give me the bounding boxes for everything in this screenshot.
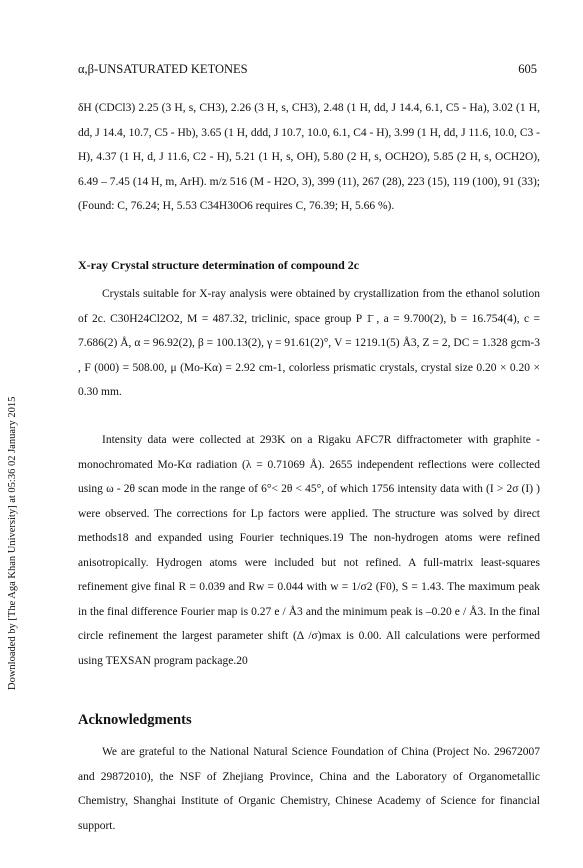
- paragraph-text: Intensity data were collected at 293K on a Rigaku AFC7R diffractometer with graphite - monochromated Mo-Kα radiation (λ = 0.71069 Å). 2655 independent reflections were collected using ω - 2θ scan mode in the range of 6°< 2θ < 45°, of which 1756 intensity data with (I > 2σ (I) ) were observed. The corrections for Lp factors were applied. The structure was solved by direct methods18 and expanded using Fourier techniques.19 The non-hydrogen atoms were refined anisotropically. Hydrogen atoms were included but not refined. A full-matrix least-squares refinement give final R = 0.039 and Rw = 0.044 with w = 1/σ2 (F0), S = 1.43. The maximum peak in the final difference Fourier map is 0.27 e / Å3 and the minimum peak is –0.20 e / Å3. In the final circle refinement the largest parameter shift (Δ /σ)max is 0.00. All calculations were performed using TEXSAN program package.20: [78, 434, 540, 667]
- paragraph-text: We are grateful to the National Natural Science Foundation of China (Project No. 29672007 and 29872010), the NSF of Zhejiang Province, China and the Laboratory of Organometallic Chemistry, Shanghai Institute of Organic Chemistry, Chinese Academy of Science for financial support.: [78, 746, 540, 832]
- download-watermark: [7, 250, 21, 690]
- download-watermark-text: Downloaded by [The Aga Khan University] at 05:36 02 January 2015: [7, 396, 18, 690]
- acknowledgments-paragraph: [78, 740, 540, 838]
- paragraph-text: Crystals suitable for X-ray analysis were obtained by crystallization from the ethanol solution of 2c. C30H24Cl2O2, M = 487.32, triclinic, space group P 1̄ , a = 9.700(2), b = 16.754(4), c = 7.686(2) Å, α = 96.92(2), β = 100.13(2), γ = 91.61(2)°, V = 1219.1(5) Å3, Z = 2, DC = 1.328 gcm-3 , F (000) = 508.00, μ (Mo-Kα) = 2.92 cm-1, colorless prismatic crystals, crystal size 0.20 × 0.20 × 0.30 mm.: [78, 288, 540, 398]
- running-title: α,β-UNSATURATED KETONES: [78, 62, 248, 76]
- xray-paragraph-2: [78, 428, 540, 673]
- nmr-data-paragraph: [78, 96, 540, 219]
- section-heading-xray: X-ray Crystal structure determination of compound 2c: [78, 258, 360, 272]
- page-number: 605: [518, 62, 537, 76]
- xray-paragraph-1: [78, 282, 540, 405]
- paragraph-text: δH (CDCl3) 2.25 (3 H, s, CH3), 2.26 (3 H, s, CH3), 2.48 (1 H, dd, J 14.4, 6.1, C5 - Ha), 3.02 (1 H, dd, J 14.4, 10.7, C5 - Hb), 3.65 (1 H, ddd, J 10.7, 10.0, 6.1, C4 - H), 3.99 (1 H, dd, J 11.6, 10.0, C3 - H), 4.37 (1 H, d, J 11.6, C2 - H), 5.21 (1 H, s, OH), 5.80 (2 H, s, OCH2O), 5.85 (2 H, s, OCH2O), 6.49 – 7.45 (14 H, m, ArH). m/z 516 (M - H2O, 3), 399 (11), 267 (28), 223 (15), 119 (100), 91 (33); (Found: C, 76.24; H, 5.53 C34H30O6 requires C, 76.39; H, 5.66 %).: [78, 102, 540, 212]
- acknowledgments-heading: Acknowledgments: [78, 712, 192, 728]
